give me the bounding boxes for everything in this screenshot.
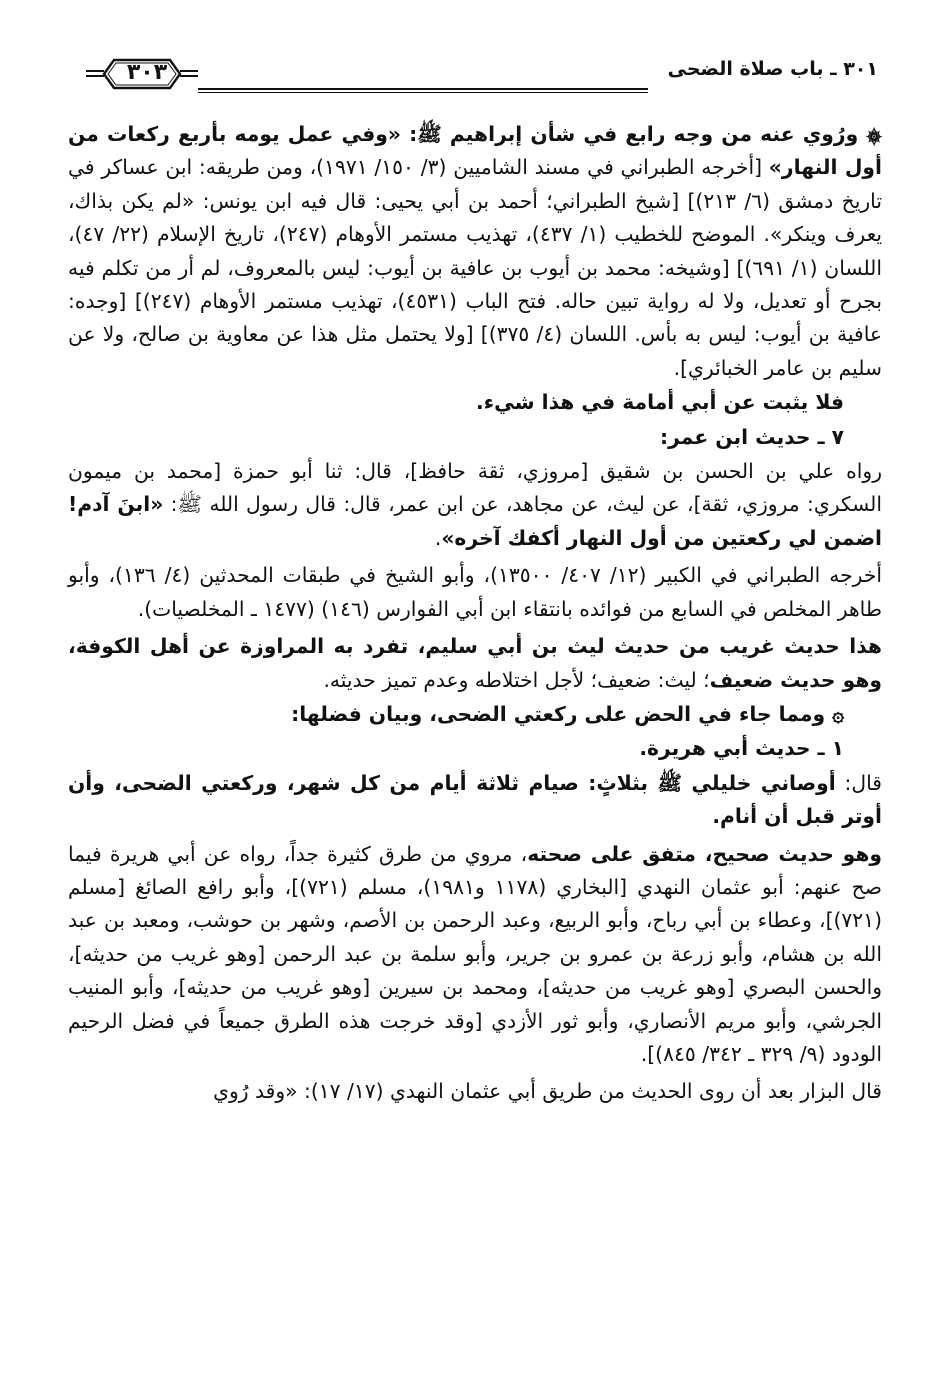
paragraph-p6 [68,630,882,697]
body-text: ؛ ليث: ضعيف؛ لأجل اختلاطه وعدم تميز حديثه. [323,667,710,692]
paragraph-p5 [68,559,882,626]
page-body [68,118,882,1109]
paragraph-p9 [68,767,882,834]
body-text: [أخرجه الطبراني في مسند الشاميين (٣/ ١٥٠/ ١٩٧١)، ومن طريقه: ابن عساكر في تاريخ دمشق (٦/ ٢١٣)] [شيخ الطبراني؛ أحمد بن أبي يحيى: قال فيه ابن يونس: «لم يكن بذاك، يعرف وينكر». الموضح للخطيب (١/ ٤٣٧)، تهذيب مستمر الأوهام (٢٤٧)، تاريخ الإسلام (٢٢/ ٤٧)، اللسان (١/ ٦٩١)] [وشيخه: محمد بن أيوب بن عافية بن أيوب: ليس بالمعروف، لم أر من تكلم فيه بجرح أو تعديل، ولا له رواية تبين حاله. فتح الباب (٤٥٣١)، تهذيب مستمر الأوهام (٢٤٧)] [وجده: عافية بن أيوب: ليس به بأس. اللسان (٤/ ٣٧٥)] [ولا يحتمل مثل هذا عن معاوية بن صالح، ولا عن سليم بن عامر الخبائري]. [68,155,883,380]
body-text: . [434,525,442,550]
page-header [86,54,878,94]
body-text: أخرجه الطبراني في الكبير (١٢/ ٤٠٧/ ١٣٥٠٠)، وأبو الشيخ في طبقات المحدثين (٤/ ١٣٦)، وأبو طاهر المخلص في السابع من فوائده بانتقاء ابن أبي الفوارس (١٤٦) (١٤٧٧ ـ المخلصيات). [68,563,883,621]
page-number: ٣٠٣ [126,60,168,85]
body-text: رواه علي بن الحسن بن شقيق [مروزي، ثقة حافظ]، قال: ثنا أبو حمزة [محمد بن ميمون السكري: مروزي، ثقة]، عن ليث، عن مجاهد، عن ابن عمر، قال: قال رسول الله ﷺ: [68,459,882,517]
bold-text: ٧ ـ حديث ابن عمر: [660,424,844,449]
bold-text: ۞ ومما جاء في الحض على ركعتي الضحى، وبيان فضلها: [291,701,844,726]
bold-text: «ابنَ آدم! اضمن لي ركعتين من أول النهار أكفك آخره» [68,492,882,550]
paragraph-p2 [68,386,882,419]
paragraph-p11 [68,1075,882,1108]
body-text: قال البزار بعد أن روى الحديث من طريق أبي عثمان النهدي (١٧/ ١٧): «وقد رُوي [213,1079,882,1104]
paragraph-p1 [68,118,882,385]
page-number-badge [86,54,198,94]
paragraph-p3 [68,421,882,454]
paragraph-p10 [68,838,882,1072]
paragraph-p4 [68,455,882,555]
bold-text: ١ ـ حديث أبي هريرة. [639,736,844,761]
paragraph-p7 [68,698,882,731]
bold-text: هذا حديث غريب من حديث ليث بن أبي سليم، تفرد به المراوزة عن أهل الكوفة، وهو حديث ضعيف [68,634,882,692]
bold-text: ۞ ورُوي عنه من وجه رابع في شأن إبراهيم ﷺ: «وفي عمل يومه بأربع ركعات من أول النهار» [68,122,882,180]
body-text: قال: [835,770,883,795]
running-head: ٣٠١ ـ باب صلاة الضحى [667,58,878,80]
bold-text: فلا يثبت عن أبي أمامة في هذا شيء. [476,390,844,415]
paragraph-p8 [68,732,882,765]
body-text: ، مروي من طرق كثيرة جداً، رواه عن أبي هريرة فيما صح عنهم: أبو عثمان النهدي [البخاري (١١٧٨ و١٩٨١)، مسلم (٧٢١)]، وأبو رافع الصائغ [مسلم (٧٢١)]، وعطاء بن أبي رباح، وأبو الربيع، وعبد الرحمن بن الأصم، وشهر بن حوشب، ومعبد بن عبد الله بن هشام، وأبو زرعة بن عمرو بن جرير، وأبو سلمة بن عبد الرحمن [وهو غريب من حديثه]، والحسن البصري [وهو غريب من حديثه]، ومحمد بن سيرين [وهو غريب من حديثه]، وأبو المنيب الجرشي، وأبو مريم الأنصاري، وأبو ثور الأزدي [وقد خرجت هذه الطرق جميعاً في فضل الرحيم الودود (٩/ ٣٢٩ ـ ٣٤٢/ ٨٤٥)]. [68,841,882,1066]
bold-text: وهو حديث صحيح، متفق على صحته [527,841,882,866]
bold-text: أوصاني خليلي ﷺ بثلاثٍ: صيام ثلاثة أيام من كل شهر، وركعتي الضحى، وأن أوتر قبل أن أنام. [68,770,882,829]
header-rule [198,88,648,93]
